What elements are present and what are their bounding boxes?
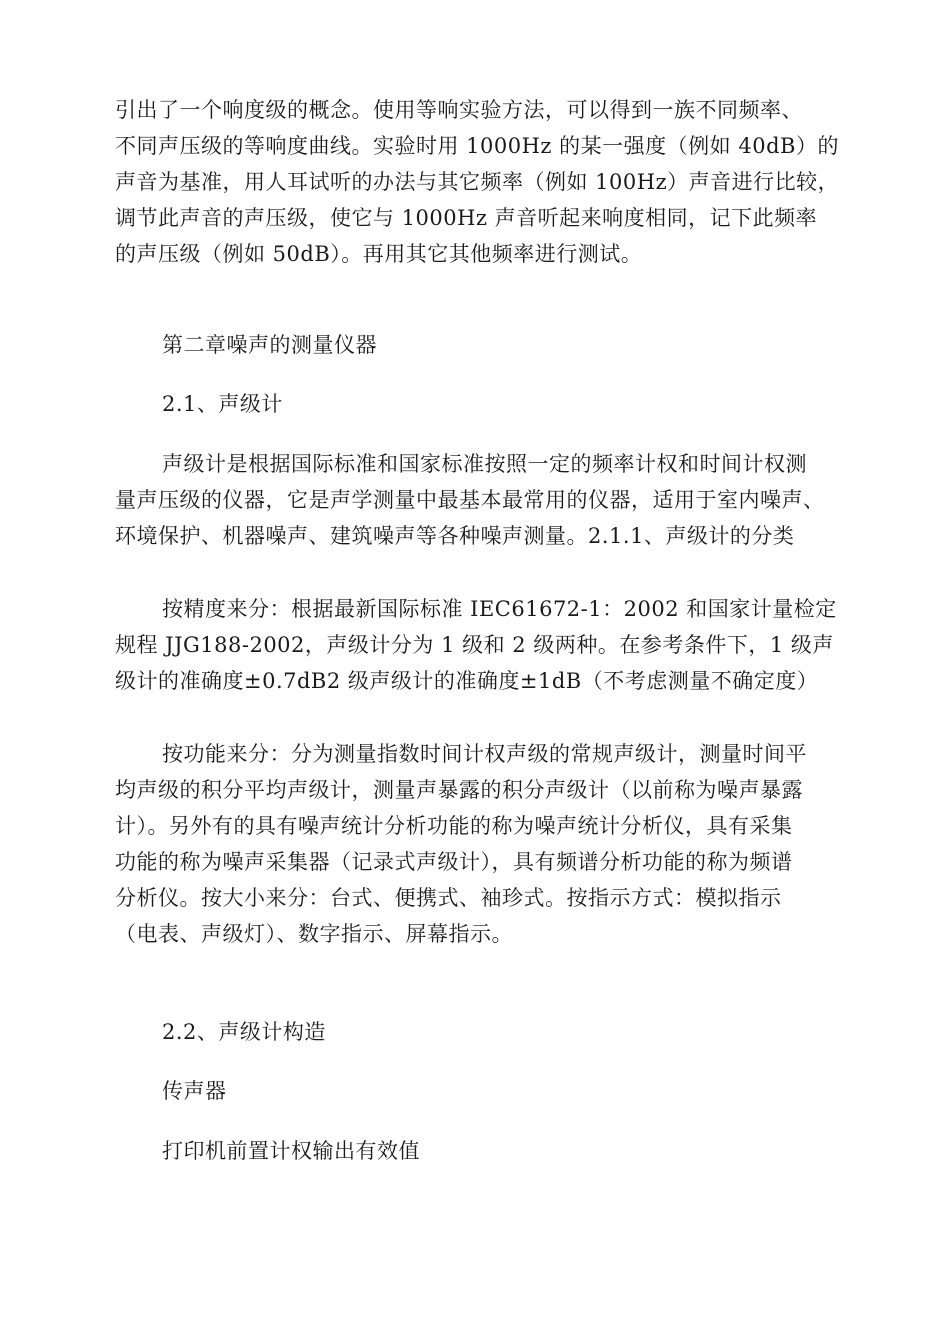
text-line: 按精度来分：根据最新国际标准 IEC61672-1：2002 和国家计量检定 [162, 597, 837, 621]
paragraph-equal-loudness [115, 92, 855, 272]
paragraph-function-classes [115, 736, 855, 952]
text-line: 引出了一个响度级的概念。使用等响实验方法，可以得到一族不同频率、 [115, 98, 803, 122]
text-line: 功能的称为噪声采集器（记录式声级计），具有频谱分析功能的称为频谱 [115, 850, 793, 874]
text-line: 均声级的积分平均声级计，测量声暴露的积分声级计（以前称为噪声暴露 [115, 778, 803, 802]
text-line: 量声压级的仪器，它是声学测量中最基本最常用的仪器，适用于室内噪声、 [115, 488, 825, 512]
text-line: 按功能来分：分为测量指数时间计权声级的常规声级计，测量时间平 [162, 742, 807, 766]
chapter-heading [115, 327, 855, 363]
text-line: 不同声压级的等响度曲线。实验时用 1000Hz 的某一强度（例如 40dB）的 [115, 134, 839, 158]
section-title: 2.2、声级计构造 [162, 1020, 326, 1044]
text-line: 级计的准确度±0.7dB2 级声级计的准确度±1dB（不考虑测量不确定度） [115, 669, 819, 693]
text-line: 声音为基准，用人耳试听的办法与其它频率（例如 100Hz）声音进行比较， [115, 170, 840, 194]
paragraph-sound-level-meter [115, 446, 855, 554]
text-line: 打印机前置计权输出有效值 [162, 1139, 420, 1163]
text-line: 环境保护、机器噪声、建筑噪声等各种噪声测量。2.1.1、声级计的分类 [115, 524, 795, 548]
text-line: 传声器 [162, 1079, 227, 1103]
list-item-microphone [115, 1073, 855, 1109]
text-line: （电表、声级灯）、数字指示、屏幕指示。 [115, 922, 513, 946]
text-line: 声级计是根据国际标准和国家标准按照一定的频率计权和时间计权测 [162, 452, 807, 476]
section-heading-2-1 [115, 386, 855, 422]
text-line: 调节此声音的声压级，使它与 1000Hz 声音听起来响度相同，记下此频率 [115, 206, 818, 230]
text-line: 规程 JJG188-2002，声级计分为 1 级和 2 级两种。在参考条件下，1 级声 [115, 633, 834, 657]
paragraph-accuracy-classes [115, 591, 855, 699]
text-line: 计）。另外有的具有噪声统计分析功能的称为噪声统计分析仪，具有采集 [115, 814, 793, 838]
section-heading-2-2 [115, 1014, 855, 1050]
text-line: 的声压级（例如 50dB）。再用其它其他频率进行测试。 [115, 242, 643, 266]
text-line: 分析仪。按大小来分：台式、便携式、袖珍式。按指示方式：模拟指示 [115, 886, 782, 910]
chapter-title: 第二章噪声的测量仪器 [162, 333, 377, 357]
list-item-components [115, 1133, 855, 1169]
section-title: 2.1、声级计 [162, 392, 283, 416]
